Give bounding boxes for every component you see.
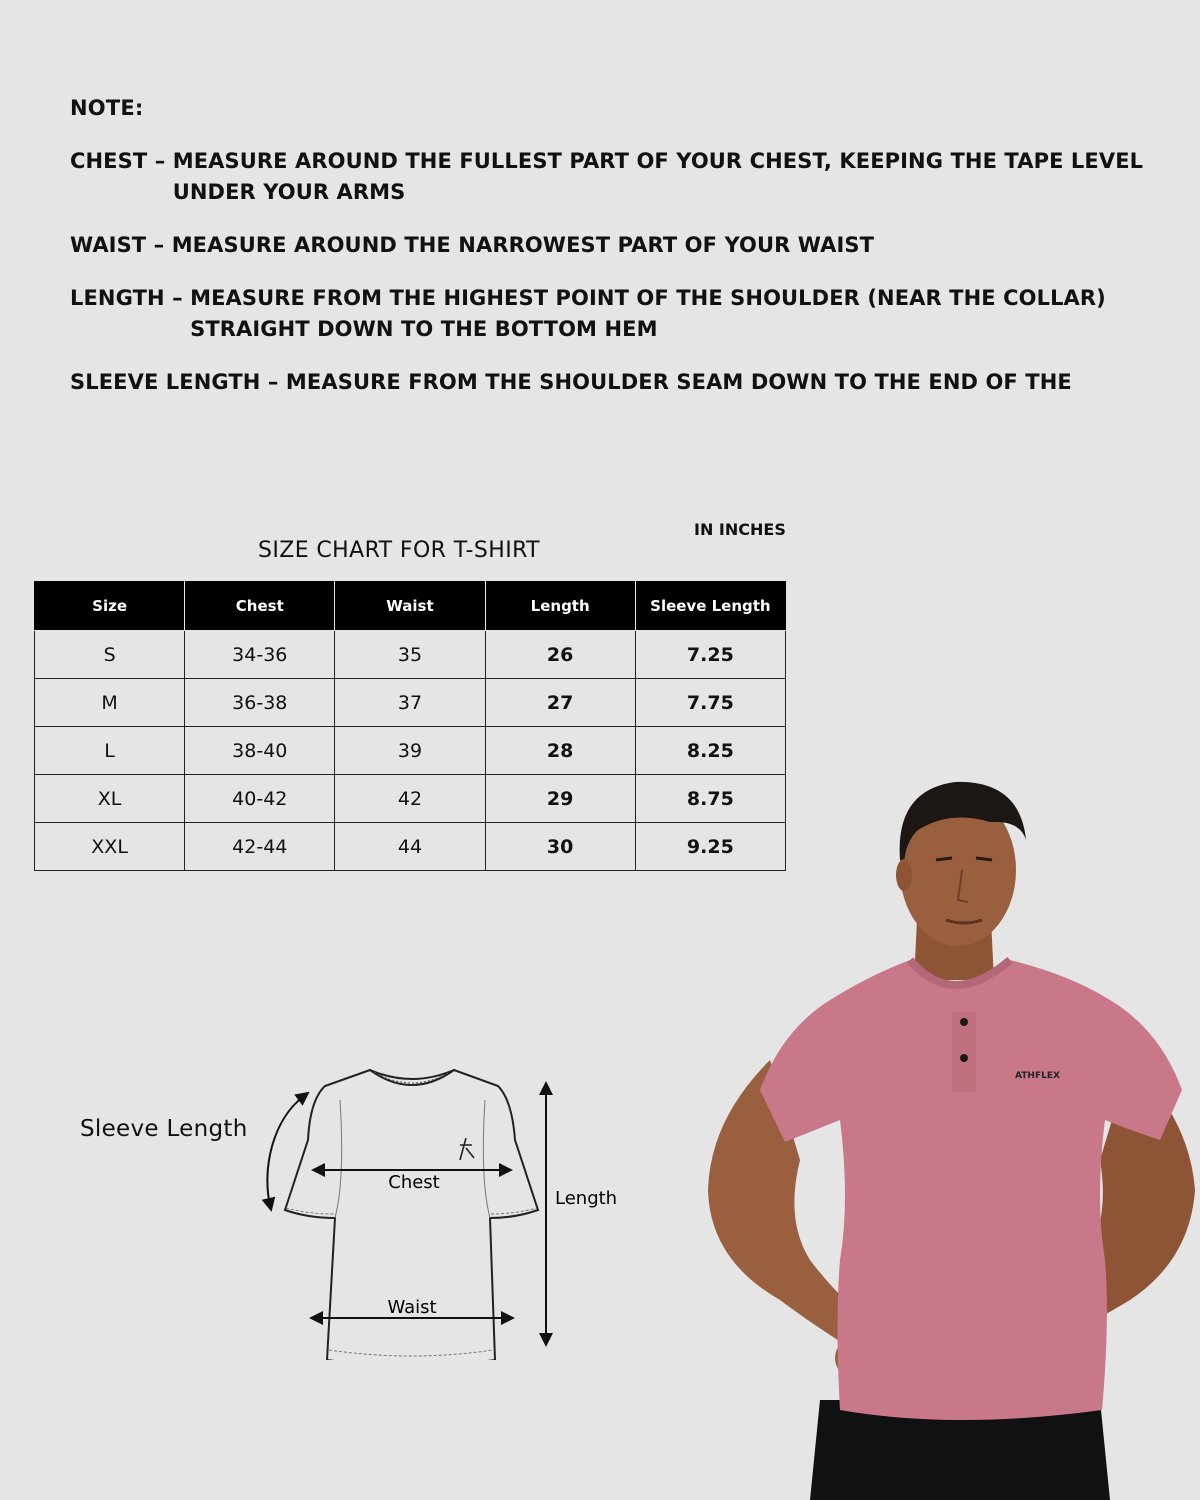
length-label: Length	[555, 1188, 618, 1209]
cell-waist: 37	[335, 679, 485, 727]
header-size: Size	[35, 581, 185, 631]
notes-title: NOTE:	[70, 96, 144, 120]
table-row	[35, 823, 786, 871]
cell-size: M	[35, 679, 185, 727]
cell-sleeve-length: 8.25	[635, 727, 785, 775]
note-term: SLEEVE LENGTH	[70, 370, 261, 394]
note-length: LENGTH – MEASURE FROM THE HIGHEST POINT OF THE SHOULDER (NEAR THE COLLAR) STRAIGHT DOWN TO THE BOTTOM HEM	[70, 283, 1180, 345]
cell-length: 27	[485, 679, 635, 727]
cell-chest: 40-42	[185, 775, 335, 823]
cell-waist: 42	[335, 775, 485, 823]
cell-size: XL	[35, 775, 185, 823]
measurement-notes	[70, 96, 1180, 420]
note-term: WAIST	[70, 233, 147, 257]
cell-sleeve-length: 8.75	[635, 775, 785, 823]
size-chart-table	[34, 581, 786, 871]
note-description: MEASURE FROM THE SHOULDER SEAM DOWN TO THE END OF THE	[285, 370, 1072, 394]
cell-length: 30	[485, 823, 635, 871]
cell-sleeve-length: 7.25	[635, 631, 785, 679]
cell-size: L	[35, 727, 185, 775]
tshirt-measurement-diagram	[250, 1060, 650, 1360]
note-description: MEASURE FROM THE HIGHEST POINT OF THE SHOULDER (NEAR THE COLLAR) STRAIGHT DOWN TO THE BOTTOM HEM	[190, 286, 1106, 341]
note-sleeve-length: SLEEVE LENGTH – MEASURE FROM THE SHOULDER SEAM DOWN TO THE END OF THE	[70, 367, 1180, 398]
cell-sleeve-length: 9.25	[635, 823, 785, 871]
note-chest: CHEST – MEASURE AROUND THE FULLEST PART OF YOUR CHEST, KEEPING THE TAPE LEVEL UNDER YOUR ARMS	[70, 146, 1180, 208]
cell-sleeve-length: 7.75	[635, 679, 785, 727]
cell-chest: 38-40	[185, 727, 335, 775]
note-description: MEASURE AROUND THE NARROWEST PART OF YOUR WAIST	[171, 233, 875, 257]
cell-waist: 44	[335, 823, 485, 871]
header-chest: Chest	[185, 581, 335, 631]
shirt-brand-text: ATHFLEX	[1015, 1071, 1060, 1081]
header-length: Length	[485, 581, 635, 631]
note-description: MEASURE AROUND THE FULLEST PART OF YOUR CHEST, KEEPING THE TAPE LEVEL UNDER YOUR ARMS	[172, 149, 1144, 204]
units-label: IN INCHES	[694, 520, 786, 539]
cell-size: XXL	[35, 823, 185, 871]
header-waist: Waist	[335, 581, 485, 631]
cell-chest: 34-36	[185, 631, 335, 679]
cell-length: 28	[485, 727, 635, 775]
cell-waist: 39	[335, 727, 485, 775]
table-header-row	[35, 581, 786, 631]
brand-logo-mark	[460, 1138, 474, 1160]
header-sleeve-length: Sleeve Length	[635, 581, 785, 631]
cell-size: S	[35, 631, 185, 679]
table-row	[35, 775, 786, 823]
table-row	[35, 727, 786, 775]
sleeve-length-label: Sleeve Length	[80, 1116, 248, 1142]
size-chart-title: SIZE CHART FOR T-SHIRT	[258, 538, 541, 563]
cell-length: 29	[485, 775, 635, 823]
tshirt-collar	[370, 1070, 454, 1085]
chest-label: Chest	[388, 1172, 440, 1193]
cell-chest: 36-38	[185, 679, 335, 727]
shirt-button	[960, 1018, 968, 1026]
table-row	[35, 631, 786, 679]
table-row	[35, 679, 786, 727]
model-photo	[690, 760, 1200, 1500]
shirt-button	[960, 1054, 968, 1062]
note-term: LENGTH	[70, 286, 165, 310]
note-waist: WAIST – MEASURE AROUND THE NARROWEST PART OF YOUR WAIST	[70, 230, 1180, 261]
sleeve-arc-arrow	[267, 1096, 304, 1205]
cell-length: 26	[485, 631, 635, 679]
note-term: CHEST	[70, 149, 148, 173]
cell-waist: 35	[335, 631, 485, 679]
waist-label: Waist	[387, 1297, 437, 1318]
cell-chest: 42-44	[185, 823, 335, 871]
